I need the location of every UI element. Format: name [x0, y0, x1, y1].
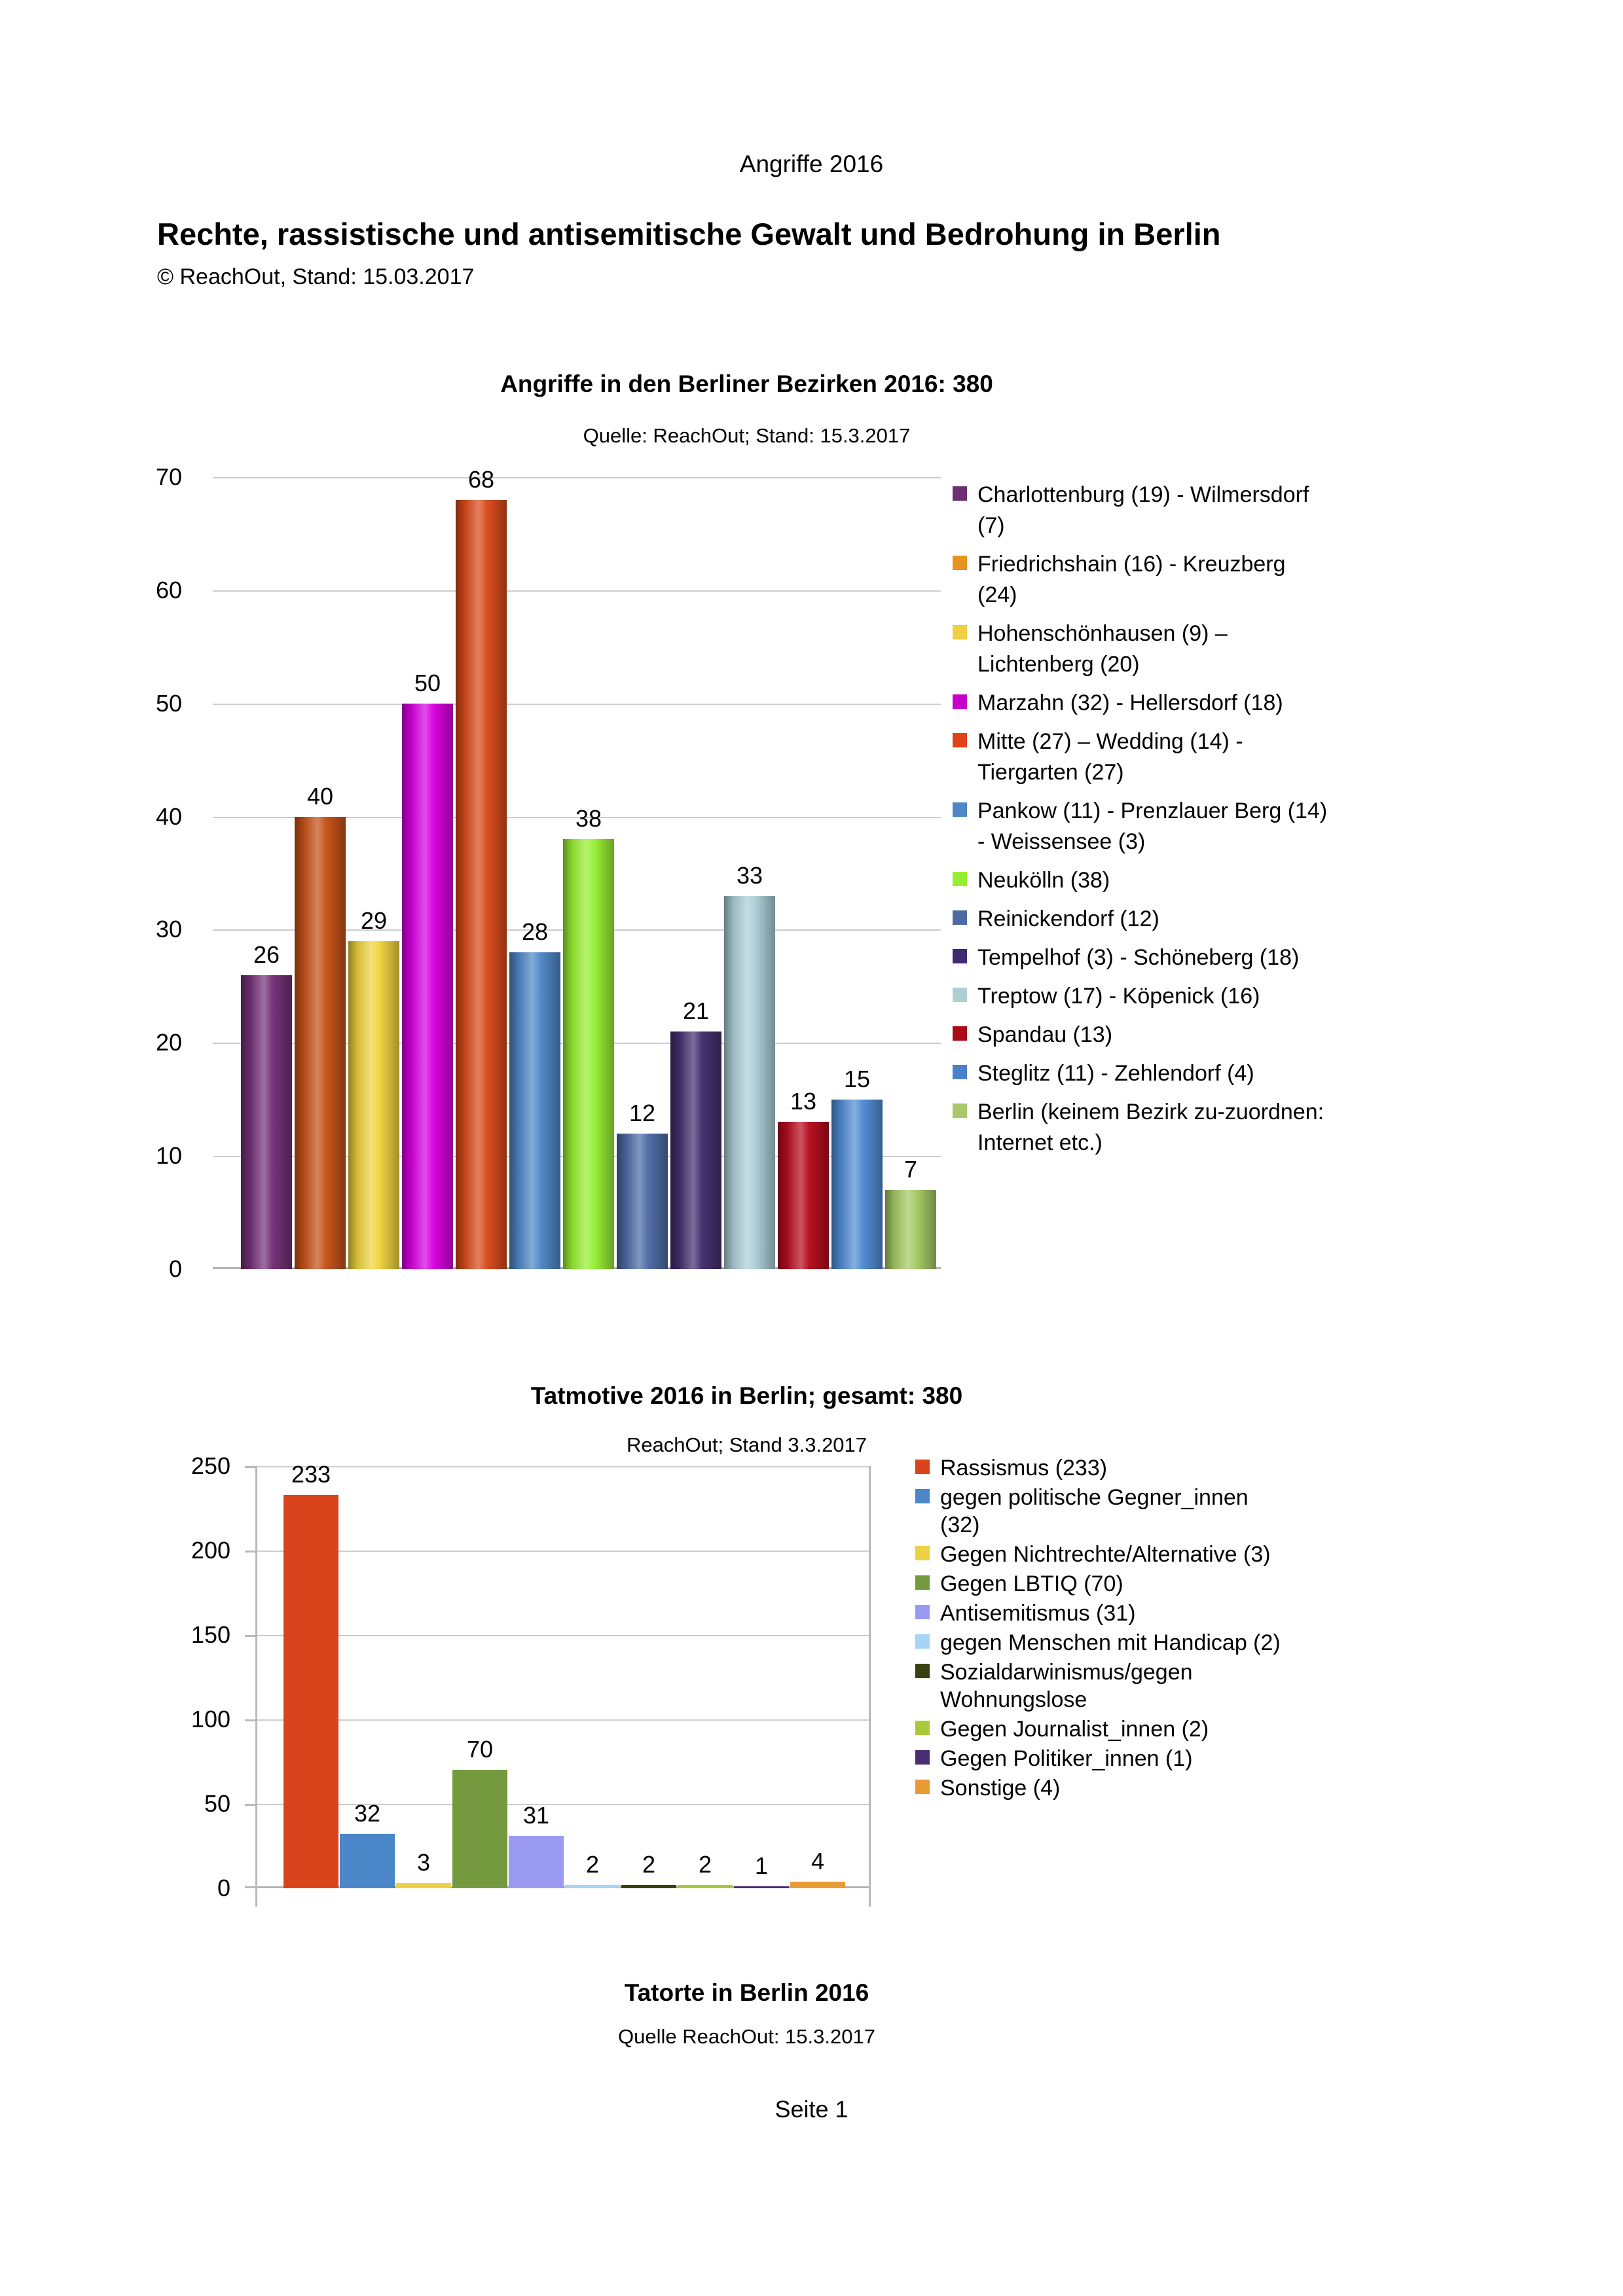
axis-tick	[245, 1635, 255, 1637]
legend-label: gegen politische Gegner_innen (32)	[940, 1485, 1249, 1537]
axis-tick	[245, 1719, 255, 1721]
chart1-subtitle: Quelle: ReachOut; Stand: 15.3.2017	[583, 424, 911, 447]
bar	[670, 997, 721, 1269]
y-axis-tick-label: 40	[155, 803, 182, 830]
legend-label: Gegen LBTIQ (70)	[940, 1571, 1123, 1596]
legend-label: gegen Menschen mit Handicap (2)	[940, 1630, 1281, 1655]
bars-group	[283, 1461, 845, 1888]
y-axis-tick-label: 100	[191, 1706, 230, 1732]
legend-item	[915, 1715, 1315, 1743]
bar-value-label: 50	[414, 670, 441, 696]
y-axis-tick-label: 150	[191, 1621, 230, 1648]
bar-value-label: 12	[629, 1100, 656, 1126]
bar	[778, 1088, 829, 1269]
legend-item	[953, 1097, 1359, 1158]
legend-label: Treptow (17) - Köpenick (16)	[977, 984, 1260, 1009]
bar	[402, 670, 453, 1269]
y-axis-tick-label: 10	[155, 1142, 182, 1169]
bar	[452, 1736, 507, 1888]
y-axis-tick-label: 20	[155, 1029, 182, 1056]
axis-tick	[245, 1466, 255, 1468]
y-axis-tick-label: 70	[155, 463, 182, 490]
legend-label: Hohenschönhausen (9) – Lichtenberg (20)	[977, 621, 1228, 677]
chart2-y-axis	[137, 1452, 246, 1901]
bar	[340, 1800, 395, 1888]
legend-item	[915, 1570, 1315, 1598]
legend-item	[915, 1484, 1315, 1539]
legend-item	[915, 1774, 1315, 1802]
legend-item	[915, 1659, 1315, 1713]
chart1-legend	[953, 480, 1359, 1166]
legend-label: Gegen Nichtrechte/Alternative (3)	[940, 1542, 1271, 1567]
y-axis-tick-label: 200	[191, 1537, 230, 1564]
bars-group	[241, 466, 936, 1269]
y-axis-line	[869, 1466, 871, 1907]
legend-item	[915, 1745, 1315, 1772]
legend-color-swatch	[953, 988, 967, 1002]
bar-value-label: 28	[521, 918, 549, 945]
bar	[283, 1461, 338, 1888]
legend-label: Charlottenburg (19) - Wilmersdorf (7)	[977, 482, 1309, 538]
y-axis-tick-label: 30	[155, 916, 182, 942]
bar-value-label: 2	[642, 1851, 656, 1878]
section3-subtitle: Quelle ReachOut: 15.3.2017	[618, 2025, 875, 2048]
bar	[509, 1802, 564, 1888]
legend-label: Sonstige (4)	[940, 1776, 1061, 1801]
page-header-text: Angriffe 2016	[739, 151, 884, 177]
legend-label: Pankow (11) - Prenzlauer Berg (14) - Weissensee (3)	[977, 798, 1328, 854]
bar-value-label: 33	[736, 862, 763, 889]
legend-color-swatch	[953, 1103, 967, 1118]
legend-color-swatch	[915, 1575, 930, 1590]
legend-color-swatch	[953, 872, 967, 886]
legend-label: Tempelhof (3) - Schöneberg (18)	[977, 945, 1300, 970]
legend-color-swatch	[953, 486, 967, 501]
bar	[790, 1848, 845, 1888]
chart2-title: Tatmotive 2016 in Berlin; gesamt: 380	[530, 1382, 963, 1409]
bar-value-label: 31	[522, 1802, 550, 1829]
bar-value-label: 2	[698, 1851, 712, 1878]
bar-value-label: 26	[253, 941, 280, 968]
legend-item	[915, 1629, 1315, 1657]
bar	[396, 1849, 451, 1888]
axis-tick	[245, 1551, 255, 1552]
chart2-subtitle: ReachOut; Stand 3.3.2017	[626, 1433, 867, 1456]
bar	[734, 1852, 789, 1888]
legend-item	[915, 1600, 1315, 1627]
bar-value-label: 70	[466, 1736, 494, 1763]
legend-color-swatch	[915, 1721, 930, 1735]
legend-label: Spandau (13)	[977, 1022, 1113, 1047]
legend-label: Rassismus (233)	[940, 1456, 1108, 1480]
bar-value-label: 68	[467, 466, 495, 493]
bar	[831, 1066, 883, 1269]
y-axis-tick-label: 50	[155, 690, 182, 717]
section3-title: Tatorte in Berlin 2016	[624, 1979, 869, 2006]
legend-item	[953, 981, 1359, 1012]
legend-color-swatch	[953, 733, 967, 747]
legend-label: Gegen Journalist_innen (2)	[940, 1717, 1209, 1742]
legend-label: Berlin (keinem Bezirk zu-zuordnen: Internet etc.)	[977, 1100, 1324, 1155]
bar	[565, 1851, 620, 1888]
chart1-y-axis	[85, 463, 198, 1282]
legend-label: Steglitz (11) - Zehlendorf (4)	[977, 1061, 1254, 1086]
legend-item	[953, 726, 1359, 788]
legend-color-swatch	[953, 802, 967, 817]
chart2-plot-area	[255, 1461, 871, 1888]
bar-value-label: 29	[360, 907, 388, 934]
legend-color-swatch	[953, 910, 967, 925]
legend-color-swatch	[915, 1780, 930, 1794]
legend-item	[953, 942, 1359, 973]
bar-value-label: 15	[843, 1066, 871, 1092]
bar-value-label: 32	[354, 1800, 381, 1827]
legend-color-swatch	[915, 1664, 930, 1678]
bar-value-label: 233	[291, 1461, 331, 1488]
legend-label: Friedrichshain (16) - Kreuzberg (24)	[977, 552, 1286, 607]
bar	[885, 1156, 936, 1269]
copyright-line: © ReachOut, Stand: 15.03.2017	[157, 264, 475, 289]
axis-tick	[245, 1886, 255, 1888]
bar-value-label: 3	[416, 1849, 431, 1876]
document-title: Rechte, rassistische und antisemitische Gewalt und Bedrohung in Berlin	[157, 217, 1221, 251]
bar	[295, 783, 346, 1269]
legend-color-swatch	[915, 1460, 930, 1474]
legend-color-swatch	[953, 694, 967, 709]
legend-color-swatch	[915, 1489, 930, 1503]
legend-color-swatch	[915, 1605, 930, 1619]
y-axis-tick-label: 60	[155, 577, 182, 603]
legend-color-swatch	[953, 1065, 967, 1079]
chart1-plot-area	[213, 466, 941, 1269]
legend-item	[953, 1058, 1359, 1089]
gridline	[213, 477, 941, 478]
legend-color-swatch	[915, 1634, 930, 1649]
legend-color-swatch	[953, 625, 967, 639]
bar-value-label: 2	[585, 1851, 600, 1878]
legend-color-swatch	[915, 1750, 930, 1765]
legend-label: Reinickendorf (12)	[977, 906, 1159, 931]
legend-label: Sozialdarwinismus/gegen Wohnungslose	[940, 1660, 1193, 1712]
chart1-title: Angriffe in den Berliner Bezirken 2016: 380	[500, 370, 993, 397]
legend-label: Gegen Politiker_innen (1)	[940, 1746, 1193, 1771]
bar-value-label: 4	[811, 1848, 825, 1874]
legend-item	[915, 1454, 1315, 1482]
bar	[509, 918, 560, 1269]
bar	[678, 1851, 733, 1888]
legend-item	[953, 904, 1359, 935]
bar-value-label: 7	[903, 1156, 918, 1183]
page-number: Seite 1	[775, 2096, 848, 2123]
legend-color-swatch	[953, 556, 967, 570]
legend-color-swatch	[915, 1546, 930, 1560]
legend-label: Marzahn (32) - Hellersdorf (18)	[977, 691, 1283, 715]
axis-tick	[245, 1804, 255, 1806]
legend-label: Antisemitismus (31)	[940, 1601, 1136, 1626]
legend-item	[953, 619, 1359, 680]
bar	[241, 941, 292, 1269]
bar	[348, 907, 399, 1269]
y-axis-tick-label: 0	[168, 1255, 182, 1282]
legend-item	[953, 549, 1359, 611]
legend-color-swatch	[953, 1026, 967, 1041]
legend-label: Neukölln (38)	[977, 868, 1110, 893]
chart2-legend	[915, 1454, 1315, 1804]
bar-value-label: 1	[754, 1852, 769, 1879]
legend-item	[953, 796, 1359, 857]
legend-item	[915, 1541, 1315, 1568]
y-axis-line	[255, 1466, 257, 1907]
y-axis-tick-label: 50	[204, 1790, 230, 1817]
y-axis-tick-label: 250	[191, 1452, 230, 1479]
legend-item	[953, 688, 1359, 719]
gridline	[255, 1466, 871, 1467]
bar	[563, 805, 614, 1269]
bar-value-label: 38	[575, 805, 602, 832]
bar-value-label: 40	[306, 783, 334, 810]
legend-label: Mitte (27) – Wedding (14) - Tiergarten (27)	[977, 729, 1243, 785]
legend-color-swatch	[953, 949, 967, 963]
legend-item	[953, 1020, 1359, 1050]
bar-value-label: 21	[682, 997, 710, 1024]
legend-item	[953, 480, 1359, 541]
bar	[617, 1100, 668, 1269]
bar-value-label: 13	[790, 1088, 817, 1115]
bar	[621, 1851, 676, 1888]
y-axis-tick-label: 0	[217, 1874, 230, 1901]
bar	[724, 862, 775, 1269]
bar	[456, 466, 507, 1269]
legend-item	[953, 865, 1359, 896]
